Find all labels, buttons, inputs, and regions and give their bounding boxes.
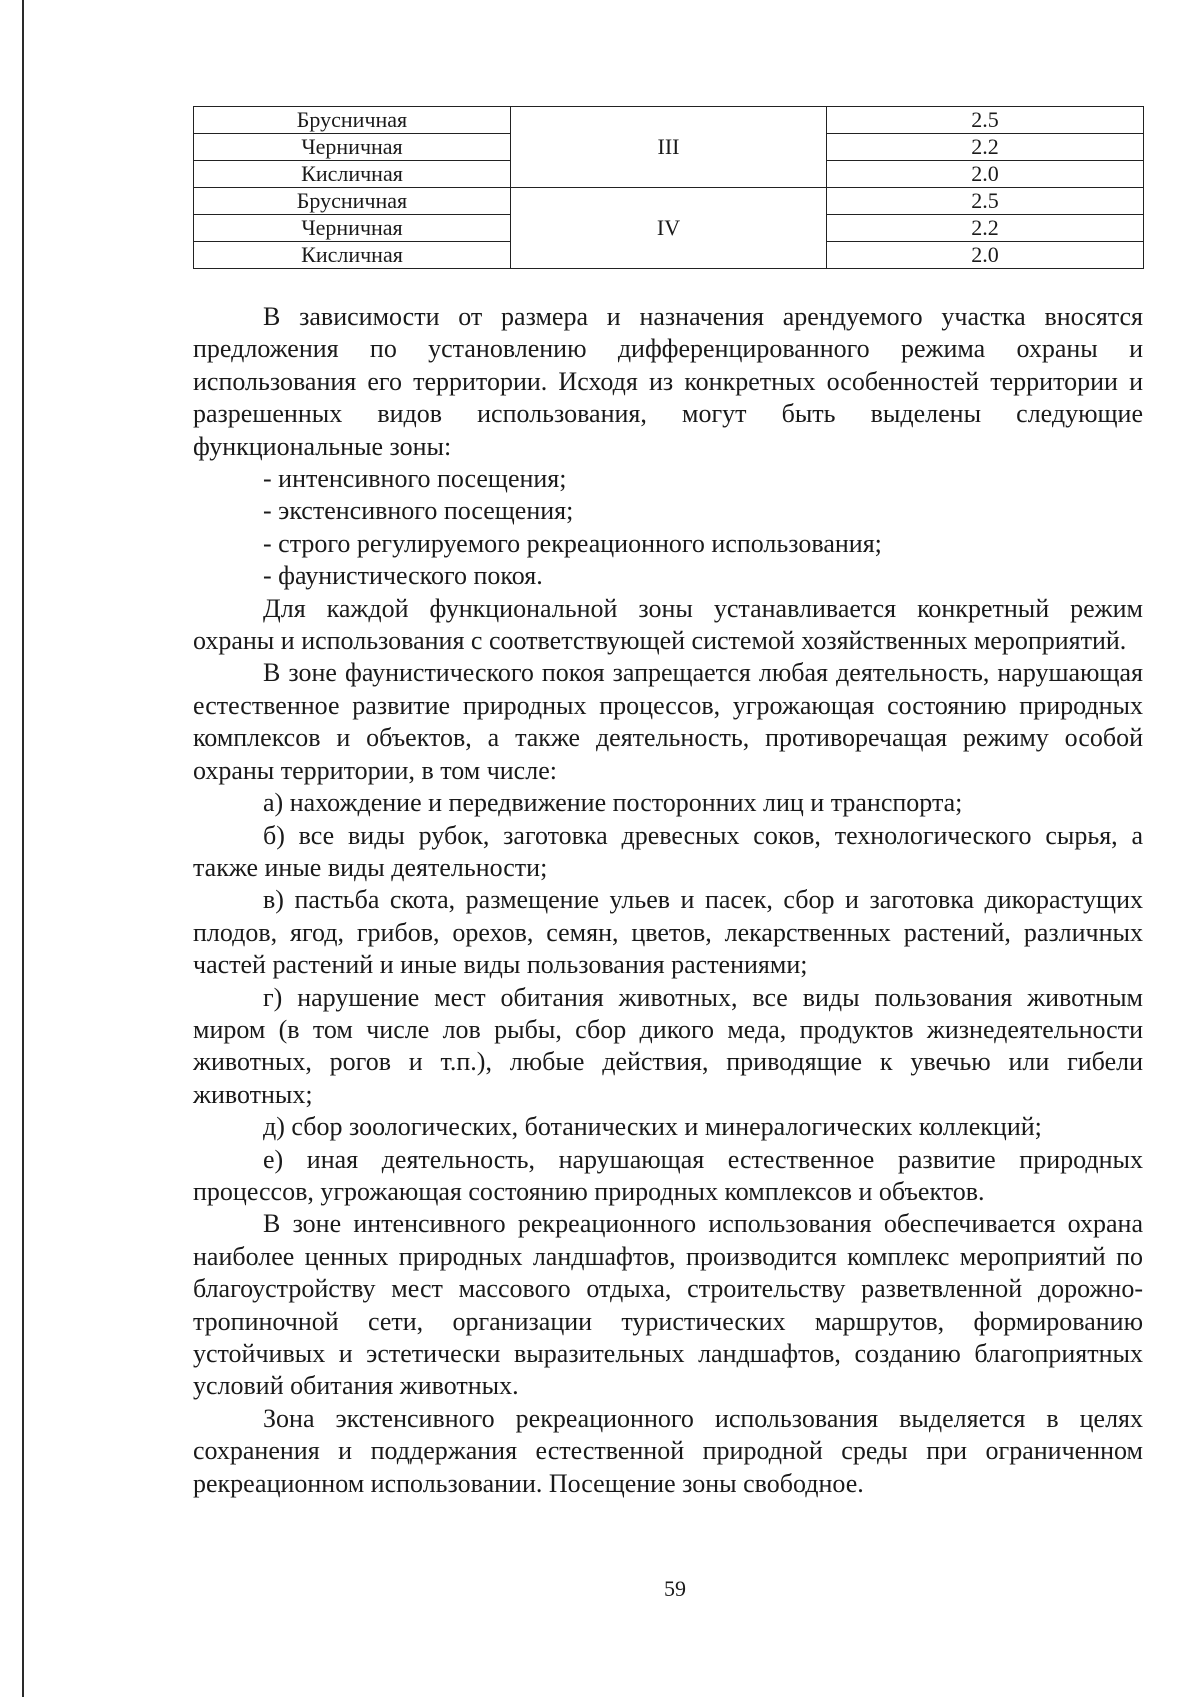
list-item-zone: - интенсивного посещения; (263, 464, 567, 494)
forest-type-cell: Брусничная (194, 188, 511, 215)
list-item-prohibition: г) нарушение мест обитания животных, все виды пользования животным миром (в том числе лов рыбы, сбор дикого меда, продуктов жизнедеятельности животных, рогов и т.п.), любые действия, приводящие к увечью или гибели животных; (193, 982, 1143, 1109)
group-cell: IV (511, 188, 827, 269)
list-item-zone: - экстенсивного посещения; (263, 496, 574, 526)
value-cell: 2.2 (827, 215, 1144, 242)
scan-edge-line (22, 0, 24, 1697)
document-body (193, 301, 1143, 1500)
list-item-zone: - фаунистического покоя. (263, 561, 543, 591)
page-number: 59 (664, 1576, 686, 1601)
list-item-prohibition: а) нахождение и передвижение посторонних лиц и транспорта; (263, 788, 963, 818)
paragraph-extensive-zone: Зона экстенсивного рекреационного использования выделяется в целях сохранения и поддержания естественной природной среды при ограниченном рекреационном использовании. Посещение зоны свободное. (193, 1403, 1143, 1498)
value-cell: 2.0 (827, 242, 1144, 269)
forest-type-cell: Брусничная (194, 107, 511, 134)
paragraph-faunal-rest-zone: В зоне фаунистического покоя запрещается любая деятельность, нарушающая естественное развитие природных процессов, угрожающая состоянию природных комплексов и объектов, а также деятельность, противоречащая режиму особой охраны территории, в том числе: (193, 658, 1143, 785)
list-item-prohibition: е) иная деятельность, нарушающая естественное развитие природных процессов, угрожающая состоянию природных комплексов и объектов. (193, 1144, 1143, 1206)
value-cell: 2.5 (827, 188, 1144, 215)
table-row (194, 107, 1144, 134)
table-row (194, 188, 1144, 215)
forest-type-table (193, 106, 1144, 269)
list-item-zone: - строго регулируемого рекреационного использования; (263, 528, 882, 558)
value-cell: 2.0 (827, 161, 1144, 188)
list-item-prohibition: д) сбор зоологических, ботанических и минералогических коллекций; (263, 1112, 1042, 1142)
forest-type-cell: Кисличная (194, 242, 511, 269)
list-item-prohibition: в) пастьба скота, размещение ульев и пасек, сбор и заготовка дикорастущих плодов, ягод, грибов, орехов, семян, цветов, лекарственных растений, различных частей растений и иные виды пользования растениями; (193, 885, 1143, 980)
group-cell: III (511, 107, 827, 188)
value-cell: 2.5 (827, 107, 1144, 134)
paragraph-intensive-zone: В зоне интенсивного рекреационного использования обеспечивается охрана наиболее ценных природных ландшафтов, производится комплекс мероприятий по благоустройству мест массового отдыха, строительству разветвленной дорожно-тропиночной сети, организации туристических маршрутов, формированию устойчивых и эстетически выразительных ландшафтов, созданию благоприятных условий обитания животных. (193, 1209, 1143, 1401)
list-item-prohibition: б) все виды рубок, заготовка древесных соков, технологического сырья, а также иные виды деятельности; (193, 820, 1143, 882)
paragraph-zone-regime: Для каждой функциональной зоны устанавливается конкретный режим охраны и использования с соответствующей системой хозяйственных мероприятий. (193, 593, 1143, 656)
document-page (193, 106, 1143, 1500)
paragraph-zoning-intro: В зависимости от размера и назначения арендуемого участка вносятся предложения по установлению дифференцированного режима охраны и использования его территории. Исходя из конкретных особенностей территории и разрешенных видов использования, могут быть выделены следующие функциональные зоны: (193, 302, 1143, 461)
forest-type-cell: Черничная (194, 134, 511, 161)
forest-type-cell: Кисличная (194, 161, 511, 188)
forest-type-cell: Черничная (194, 215, 511, 242)
value-cell: 2.2 (827, 134, 1144, 161)
